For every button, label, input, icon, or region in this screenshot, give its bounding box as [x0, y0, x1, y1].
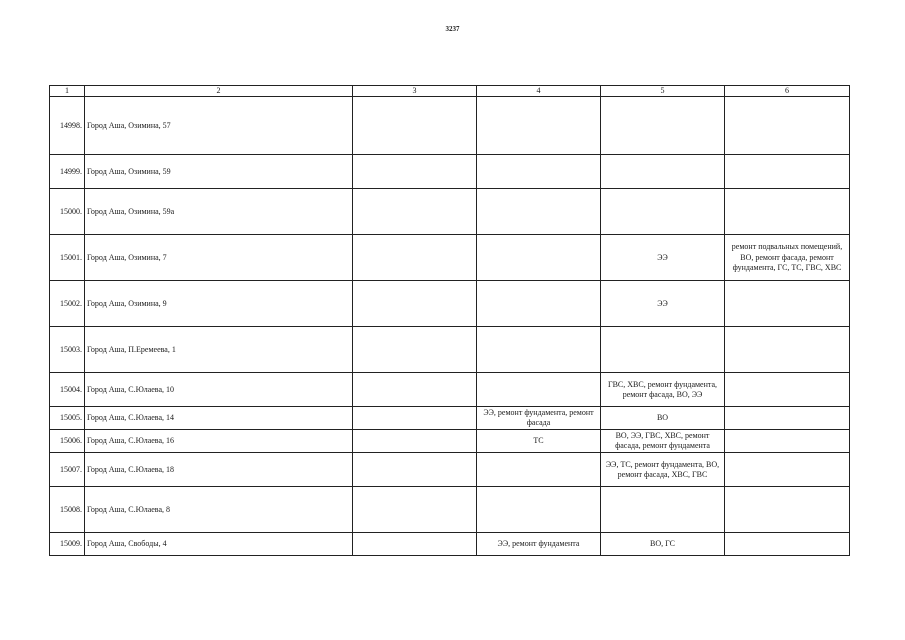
row-col4 [477, 487, 601, 533]
row-address: Город Аша, С.Юлаева, 18 [85, 453, 353, 487]
row-col4 [477, 189, 601, 235]
row-col3 [353, 97, 477, 155]
row-col6 [725, 373, 850, 407]
row-address: Город Аша, П.Еремеева, 1 [85, 327, 353, 373]
row-col5: ЭЭ [601, 281, 725, 327]
row-col4 [477, 453, 601, 487]
row-col6 [725, 533, 850, 556]
row-number: 15008. [50, 487, 85, 533]
row-address: Город Аша, С.Юлаева, 14 [85, 407, 353, 430]
row-col4 [477, 327, 601, 373]
row-col5: ВО, ГС [601, 533, 725, 556]
row-address: Город Аша, С.Юлаева, 8 [85, 487, 353, 533]
row-number: 15004. [50, 373, 85, 407]
table-row [50, 430, 850, 453]
column-header-6: 6 [725, 86, 850, 97]
table-row [50, 533, 850, 556]
row-address: Город Аша, Озимина, 59 [85, 155, 353, 189]
row-number: 15006. [50, 430, 85, 453]
row-number: 14998. [50, 97, 85, 155]
row-col6 [725, 430, 850, 453]
row-col3 [353, 373, 477, 407]
row-col5 [601, 487, 725, 533]
row-col3 [353, 189, 477, 235]
table-row [50, 235, 850, 281]
table-row [50, 281, 850, 327]
row-address: Город Аша, Озимина, 57 [85, 97, 353, 155]
row-number: 14999. [50, 155, 85, 189]
register-table [49, 85, 850, 556]
row-col5: ВО, ЭЭ, ГВС, ХВС, ремонт фасада, ремонт фундамента [601, 430, 725, 453]
row-col4: ЭЭ, ремонт фундамента, ремонт фасада [477, 407, 601, 430]
row-col6 [725, 281, 850, 327]
row-address: Город Аша, Свободы, 4 [85, 533, 353, 556]
row-address: Город Аша, Озимина, 59а [85, 189, 353, 235]
row-col5 [601, 97, 725, 155]
row-col3 [353, 533, 477, 556]
row-col3 [353, 453, 477, 487]
row-col6 [725, 155, 850, 189]
row-col6 [725, 453, 850, 487]
header-row [50, 86, 850, 97]
row-col4 [477, 281, 601, 327]
row-col4 [477, 97, 601, 155]
row-col4: ЭЭ, ремонт фундамента [477, 533, 601, 556]
row-col3 [353, 407, 477, 430]
table-row [50, 155, 850, 189]
table-row [50, 189, 850, 235]
row-number: 15000. [50, 189, 85, 235]
row-col5 [601, 155, 725, 189]
table-row [50, 373, 850, 407]
row-col6 [725, 189, 850, 235]
row-col6 [725, 97, 850, 155]
row-col3 [353, 327, 477, 373]
row-number: 15003. [50, 327, 85, 373]
table-row [50, 407, 850, 430]
row-col3 [353, 487, 477, 533]
row-number: 15005. [50, 407, 85, 430]
row-number: 15002. [50, 281, 85, 327]
row-col3 [353, 235, 477, 281]
row-col6: ремонт подвальных помещений, ВО, ремонт фасада, ремонт фундамента, ГС, ТС, ГВС, ХВС [725, 235, 850, 281]
table-row [50, 97, 850, 155]
row-col5: ЭЭ, ТС, ремонт фундамента, ВО, ремонт фасада, ХВС, ГВС [601, 453, 725, 487]
row-number: 15009. [50, 533, 85, 556]
row-col3 [353, 430, 477, 453]
row-col4 [477, 235, 601, 281]
row-col4 [477, 373, 601, 407]
table-row [50, 453, 850, 487]
row-col5: ВО [601, 407, 725, 430]
row-number: 15001. [50, 235, 85, 281]
row-col6 [725, 327, 850, 373]
column-header-5: 5 [601, 86, 725, 97]
column-header-1: 1 [50, 86, 85, 97]
row-address: Город Аша, С.Юлаева, 10 [85, 373, 353, 407]
table-row [50, 487, 850, 533]
row-col5: ЭЭ [601, 235, 725, 281]
row-col4 [477, 155, 601, 189]
row-col5 [601, 189, 725, 235]
table-row [50, 327, 850, 373]
row-col4: ТС [477, 430, 601, 453]
row-col6 [725, 407, 850, 430]
row-col5 [601, 327, 725, 373]
row-number: 15007. [50, 453, 85, 487]
row-address: Город Аша, Озимина, 7 [85, 235, 353, 281]
row-col6 [725, 487, 850, 533]
row-address: Город Аша, Озимина, 9 [85, 281, 353, 327]
column-header-2: 2 [85, 86, 353, 97]
column-header-4: 4 [477, 86, 601, 97]
row-col5: ГВС, ХВС, ремонт фундамента, ремонт фасада, ВО, ЭЭ [601, 373, 725, 407]
column-header-3: 3 [353, 86, 477, 97]
page-number: 3237 [445, 25, 460, 33]
row-address: Город Аша, С.Юлаева, 16 [85, 430, 353, 453]
row-col3 [353, 155, 477, 189]
row-col3 [353, 281, 477, 327]
